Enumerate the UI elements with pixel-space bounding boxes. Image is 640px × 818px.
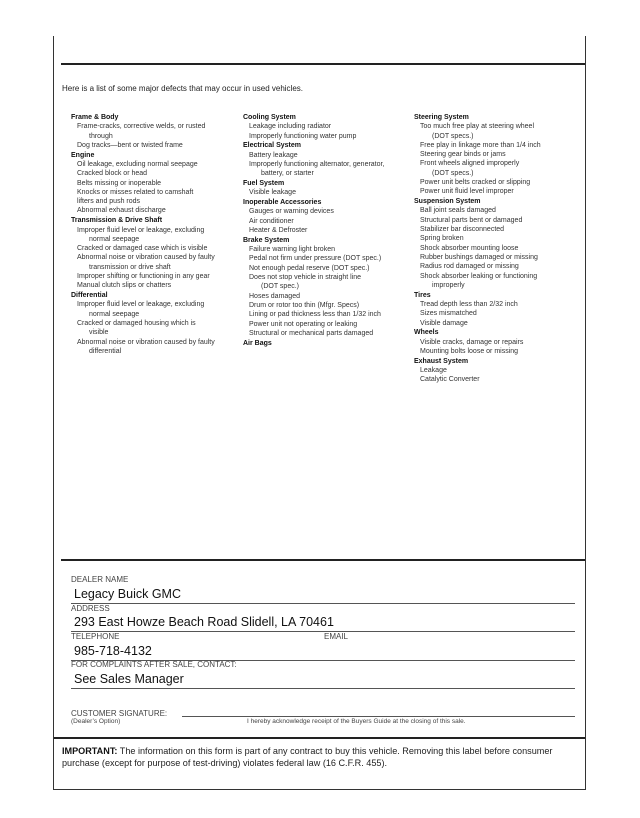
- defect-item-continuation: (DOT specs.): [432, 169, 474, 177]
- defect-item-continuation: transmission or drive shaft: [89, 263, 171, 271]
- defect-item: [71, 300, 236, 319]
- defect-group-heading: Frame & Body: [71, 114, 119, 121]
- defect-item: [414, 347, 582, 356]
- defect-item: [71, 206, 236, 215]
- defect-item: [71, 253, 236, 272]
- defect-item-text: Improperly functioning alternator, generator,: [249, 160, 385, 168]
- defect-group: [243, 179, 408, 198]
- defect-group-heading: Suspension System: [414, 198, 481, 206]
- defect-item-text: Dog tracks—bent or twisted frame: [77, 141, 183, 149]
- important-lead: IMPORTANT:: [62, 746, 118, 756]
- defect-item-text: Cracked block or head: [77, 170, 148, 178]
- defect-item: [243, 310, 408, 319]
- defect-item-text: Improper shifting or functioning in any gear: [77, 273, 210, 281]
- address-line: [71, 631, 575, 632]
- defect-item-continuation: normal seepage: [89, 235, 140, 243]
- defect-item: [71, 226, 236, 245]
- complaints-line: [71, 688, 575, 689]
- telephone-value: 985-718-4132: [74, 644, 152, 658]
- defect-item: [71, 122, 236, 141]
- defect-item-text: Steering gear binds or jams: [420, 151, 506, 159]
- defect-item: [414, 338, 582, 347]
- defect-item: [414, 178, 582, 187]
- defect-group: [71, 216, 236, 290]
- defect-item-text: Structural or mechanical parts damaged: [249, 329, 374, 337]
- top-rule: [61, 63, 585, 65]
- defect-group-heading: Electrical System: [243, 142, 301, 150]
- defect-item: [414, 309, 582, 318]
- defect-item: [71, 319, 236, 338]
- defect-group-heading: Differential: [71, 292, 108, 300]
- defect-item: [243, 292, 408, 301]
- defect-item-text: Frame-cracks, corrective welds, or rusted: [77, 123, 206, 131]
- defects-column-3: [414, 113, 582, 385]
- defect-item-text: Power unit belts cracked or slipping: [420, 179, 531, 187]
- dealer-name-label: DEALER NAME: [71, 575, 129, 584]
- defect-item: [243, 132, 408, 141]
- defect-item-text: Lining or pad thickness less than 1/32 inch: [249, 311, 381, 319]
- defect-item-text: Knocks or misses related to camshaft: [77, 188, 194, 196]
- defect-item: [414, 159, 582, 178]
- defect-item-continuation: differential: [89, 347, 122, 355]
- defect-group: [243, 141, 408, 178]
- defect-item: [243, 254, 408, 263]
- defect-item-text: Belts missing or inoperable: [77, 179, 162, 187]
- defect-item-text: Gauges or warning devices: [249, 208, 334, 216]
- defect-item: [71, 141, 236, 150]
- defect-item-text: Failure warning light broken: [249, 246, 335, 254]
- defect-item: [243, 151, 408, 160]
- defect-item: [414, 225, 582, 234]
- defect-item-text: Abnormal exhaust discharge: [77, 207, 166, 215]
- defect-group: [414, 113, 582, 197]
- defect-item-text: Sizes mismatched: [420, 310, 477, 318]
- defect-item: [243, 245, 408, 254]
- defect-item-text: Abnormal noise or vibration caused by faulty: [77, 338, 215, 346]
- defect-item: [414, 272, 582, 291]
- defect-item: [243, 320, 408, 329]
- defect-group: [243, 236, 408, 338]
- defect-item-text: Too much free play at steering wheel: [420, 123, 535, 131]
- defect-item-text: Ball joint seals damaged: [420, 207, 496, 215]
- defect-item: [243, 188, 408, 197]
- complaints-label: FOR COMPLAINTS AFTER SALE, CONTACT:: [71, 660, 237, 669]
- defect-item-text: Structural parts bent or damaged: [420, 216, 523, 224]
- defect-item: [414, 253, 582, 262]
- defect-group: [71, 113, 236, 150]
- defect-group: [414, 328, 582, 356]
- defect-group: [414, 357, 582, 385]
- defect-item-text: Does not stop vehicle in straight line: [249, 274, 362, 282]
- defect-item: [243, 122, 408, 131]
- defect-item-text: Air conditioner: [249, 217, 294, 225]
- defects-column-2: [243, 113, 408, 348]
- defect-item: [243, 264, 408, 273]
- defect-item-continuation: visible: [89, 329, 109, 337]
- defect-item: [414, 319, 582, 328]
- defect-item-text: Catalytic Converter: [420, 376, 480, 384]
- defect-item-text: Mounting bolts loose or missing: [420, 347, 519, 355]
- defect-item-text: Pedal not firm under pressure (DOT spec.): [249, 255, 382, 263]
- defect-group: [243, 198, 408, 235]
- defect-item: [71, 188, 236, 197]
- defect-item-text: Front wheels aligned improperly: [420, 160, 520, 168]
- defect-item-text: Rubber bushings damaged or missing: [420, 253, 538, 261]
- defect-item-text: Cracked or damaged case which is visible: [77, 245, 208, 253]
- defect-item-text: Not enough pedal reserve (DOT spec.): [249, 264, 370, 272]
- defect-item: [243, 207, 408, 216]
- address-value: 293 East Howze Beach Road Slidell, LA 70461: [74, 615, 334, 629]
- defect-group-heading: Brake System: [243, 236, 290, 244]
- defect-group-heading: Air Bags: [243, 339, 272, 347]
- dealer-section-rule: [61, 559, 585, 561]
- important-rule: [54, 737, 585, 739]
- defect-item-text: Battery leakage: [249, 151, 298, 159]
- email-label: EMAIL: [324, 632, 349, 641]
- defect-item: [71, 179, 236, 188]
- defect-item: [243, 217, 408, 226]
- defect-item: [243, 160, 408, 179]
- defect-group-heading: Transmission & Drive Shaft: [71, 217, 163, 225]
- defect-item-text: Oil leakage, excluding normal seepage: [77, 160, 198, 168]
- defect-item-text: Manual clutch slips or chatters: [77, 282, 172, 290]
- defect-item-text: Improper fluid level or leakage, excluding: [77, 226, 205, 234]
- defect-group-heading: Engine: [71, 151, 95, 159]
- defect-item-continuation: (DOT specs.): [432, 132, 474, 140]
- defect-item-text: Cracked or damaged housing which is: [77, 320, 196, 328]
- address-label: ADDRESS: [71, 604, 110, 613]
- defect-item-continuation: normal seepage: [89, 310, 140, 318]
- defect-group: [71, 291, 236, 356]
- defect-item-text: Improper fluid level or leakage, excluding: [77, 301, 205, 309]
- defect-group-heading: Cooling System: [243, 114, 296, 121]
- defect-item-text: Visible damage: [420, 319, 468, 327]
- defect-item-text: Shock absorber mounting loose: [420, 244, 519, 252]
- defect-item-text: Heater & Defroster: [249, 227, 308, 235]
- defect-group-heading: Exhaust System: [414, 357, 469, 365]
- defect-item: [414, 234, 582, 243]
- defect-item-text: Spring broken: [420, 235, 464, 243]
- customer-signature-line: [182, 716, 575, 717]
- defect-item-text: Visible leakage: [249, 189, 296, 197]
- defect-item: [71, 244, 236, 253]
- defect-group: [414, 291, 582, 328]
- defect-item: [71, 169, 236, 178]
- defects-column-1: [71, 113, 236, 357]
- defect-item: [414, 141, 582, 150]
- defect-item: [71, 281, 236, 290]
- defect-item-text: Free play in linkage more than 1/4 inch: [420, 141, 541, 149]
- defect-item-text: Abnormal noise or vibration caused by faulty: [77, 254, 215, 262]
- defect-item-text: Drum or rotor too thin (Mfgr. Specs): [249, 301, 360, 309]
- defect-item: [71, 160, 236, 169]
- defect-item-text: Stabilizer bar disconnected: [420, 226, 505, 234]
- defect-item: [414, 206, 582, 215]
- defect-group-heading: Fuel System: [243, 180, 285, 188]
- defect-item: [414, 187, 582, 196]
- defect-item-text: Improperly functioning water pump: [249, 132, 357, 140]
- acknowledge-note: I hereby acknowledge receipt of the Buyers Guide at the closing of this sale.: [247, 718, 466, 725]
- defect-item-continuation: through: [89, 132, 113, 140]
- defect-item: [71, 197, 236, 206]
- defect-item-text: Leakage: [420, 367, 447, 375]
- defect-item-text: Tread depth less than 2/32 inch: [420, 300, 518, 308]
- defect-item: [414, 216, 582, 225]
- defect-item-continuation: (DOT spec.): [261, 283, 299, 291]
- defect-item-text: lifters and push rods: [77, 198, 141, 206]
- important-notice: [62, 746, 582, 769]
- defect-group-heading: Inoperable Accessories: [243, 199, 322, 207]
- defect-item-continuation: improperly: [432, 281, 465, 289]
- defect-item-text: Hoses damaged: [249, 292, 300, 300]
- defect-item: [243, 301, 408, 310]
- telephone-label: TELEPHONE: [71, 632, 120, 641]
- complaints-value: See Sales Manager: [74, 672, 184, 686]
- defect-group-heading: Tires: [414, 291, 431, 299]
- defect-item: [243, 329, 408, 338]
- defect-item: [414, 366, 582, 375]
- defect-item-text: Leakage including radiator: [249, 123, 332, 131]
- defect-group-heading: Wheels: [414, 329, 439, 337]
- important-text: The information on this form is part of any contract to buy this vehicle. Removing this label before consumer purchase (except for purpose of test-driving) violates federal law (16 C.F.R. 455).: [62, 746, 553, 768]
- dealer-name-line: [71, 603, 575, 604]
- defect-item-text: Shock absorber leaking or functioning: [420, 272, 538, 280]
- defect-item-text: Power unit not operating or leaking: [249, 320, 358, 328]
- defect-item: [71, 338, 236, 357]
- defect-item: [71, 272, 236, 281]
- defect-item: [414, 150, 582, 159]
- defect-item: [243, 273, 408, 292]
- dealers-option-note: (Dealer’s Option): [71, 718, 121, 725]
- defect-group: [71, 151, 236, 216]
- defects-intro: Here is a list of some major defects that may occur in used vehicles.: [62, 84, 303, 93]
- defect-item-text: Visible cracks, damage or repairs: [420, 338, 524, 346]
- defect-item-continuation: battery, or starter: [261, 170, 314, 178]
- defect-item: [414, 122, 582, 141]
- defect-item: [243, 226, 408, 235]
- defect-group: [414, 197, 582, 290]
- defect-item-text: Power unit fluid level improper: [420, 188, 514, 196]
- defect-item: [414, 300, 582, 309]
- customer-signature-label: CUSTOMER SIGNATURE:: [71, 709, 168, 718]
- defect-item-text: Radius rod damaged or missing: [420, 263, 519, 271]
- defect-group: [243, 339, 408, 348]
- dealer-name-value: Legacy Buick GMC: [74, 587, 181, 601]
- defect-item: [414, 375, 582, 384]
- defect-item: [414, 244, 582, 253]
- defect-group: [243, 113, 408, 141]
- defect-item: [414, 262, 582, 271]
- defect-group-heading: Steering System: [414, 114, 469, 121]
